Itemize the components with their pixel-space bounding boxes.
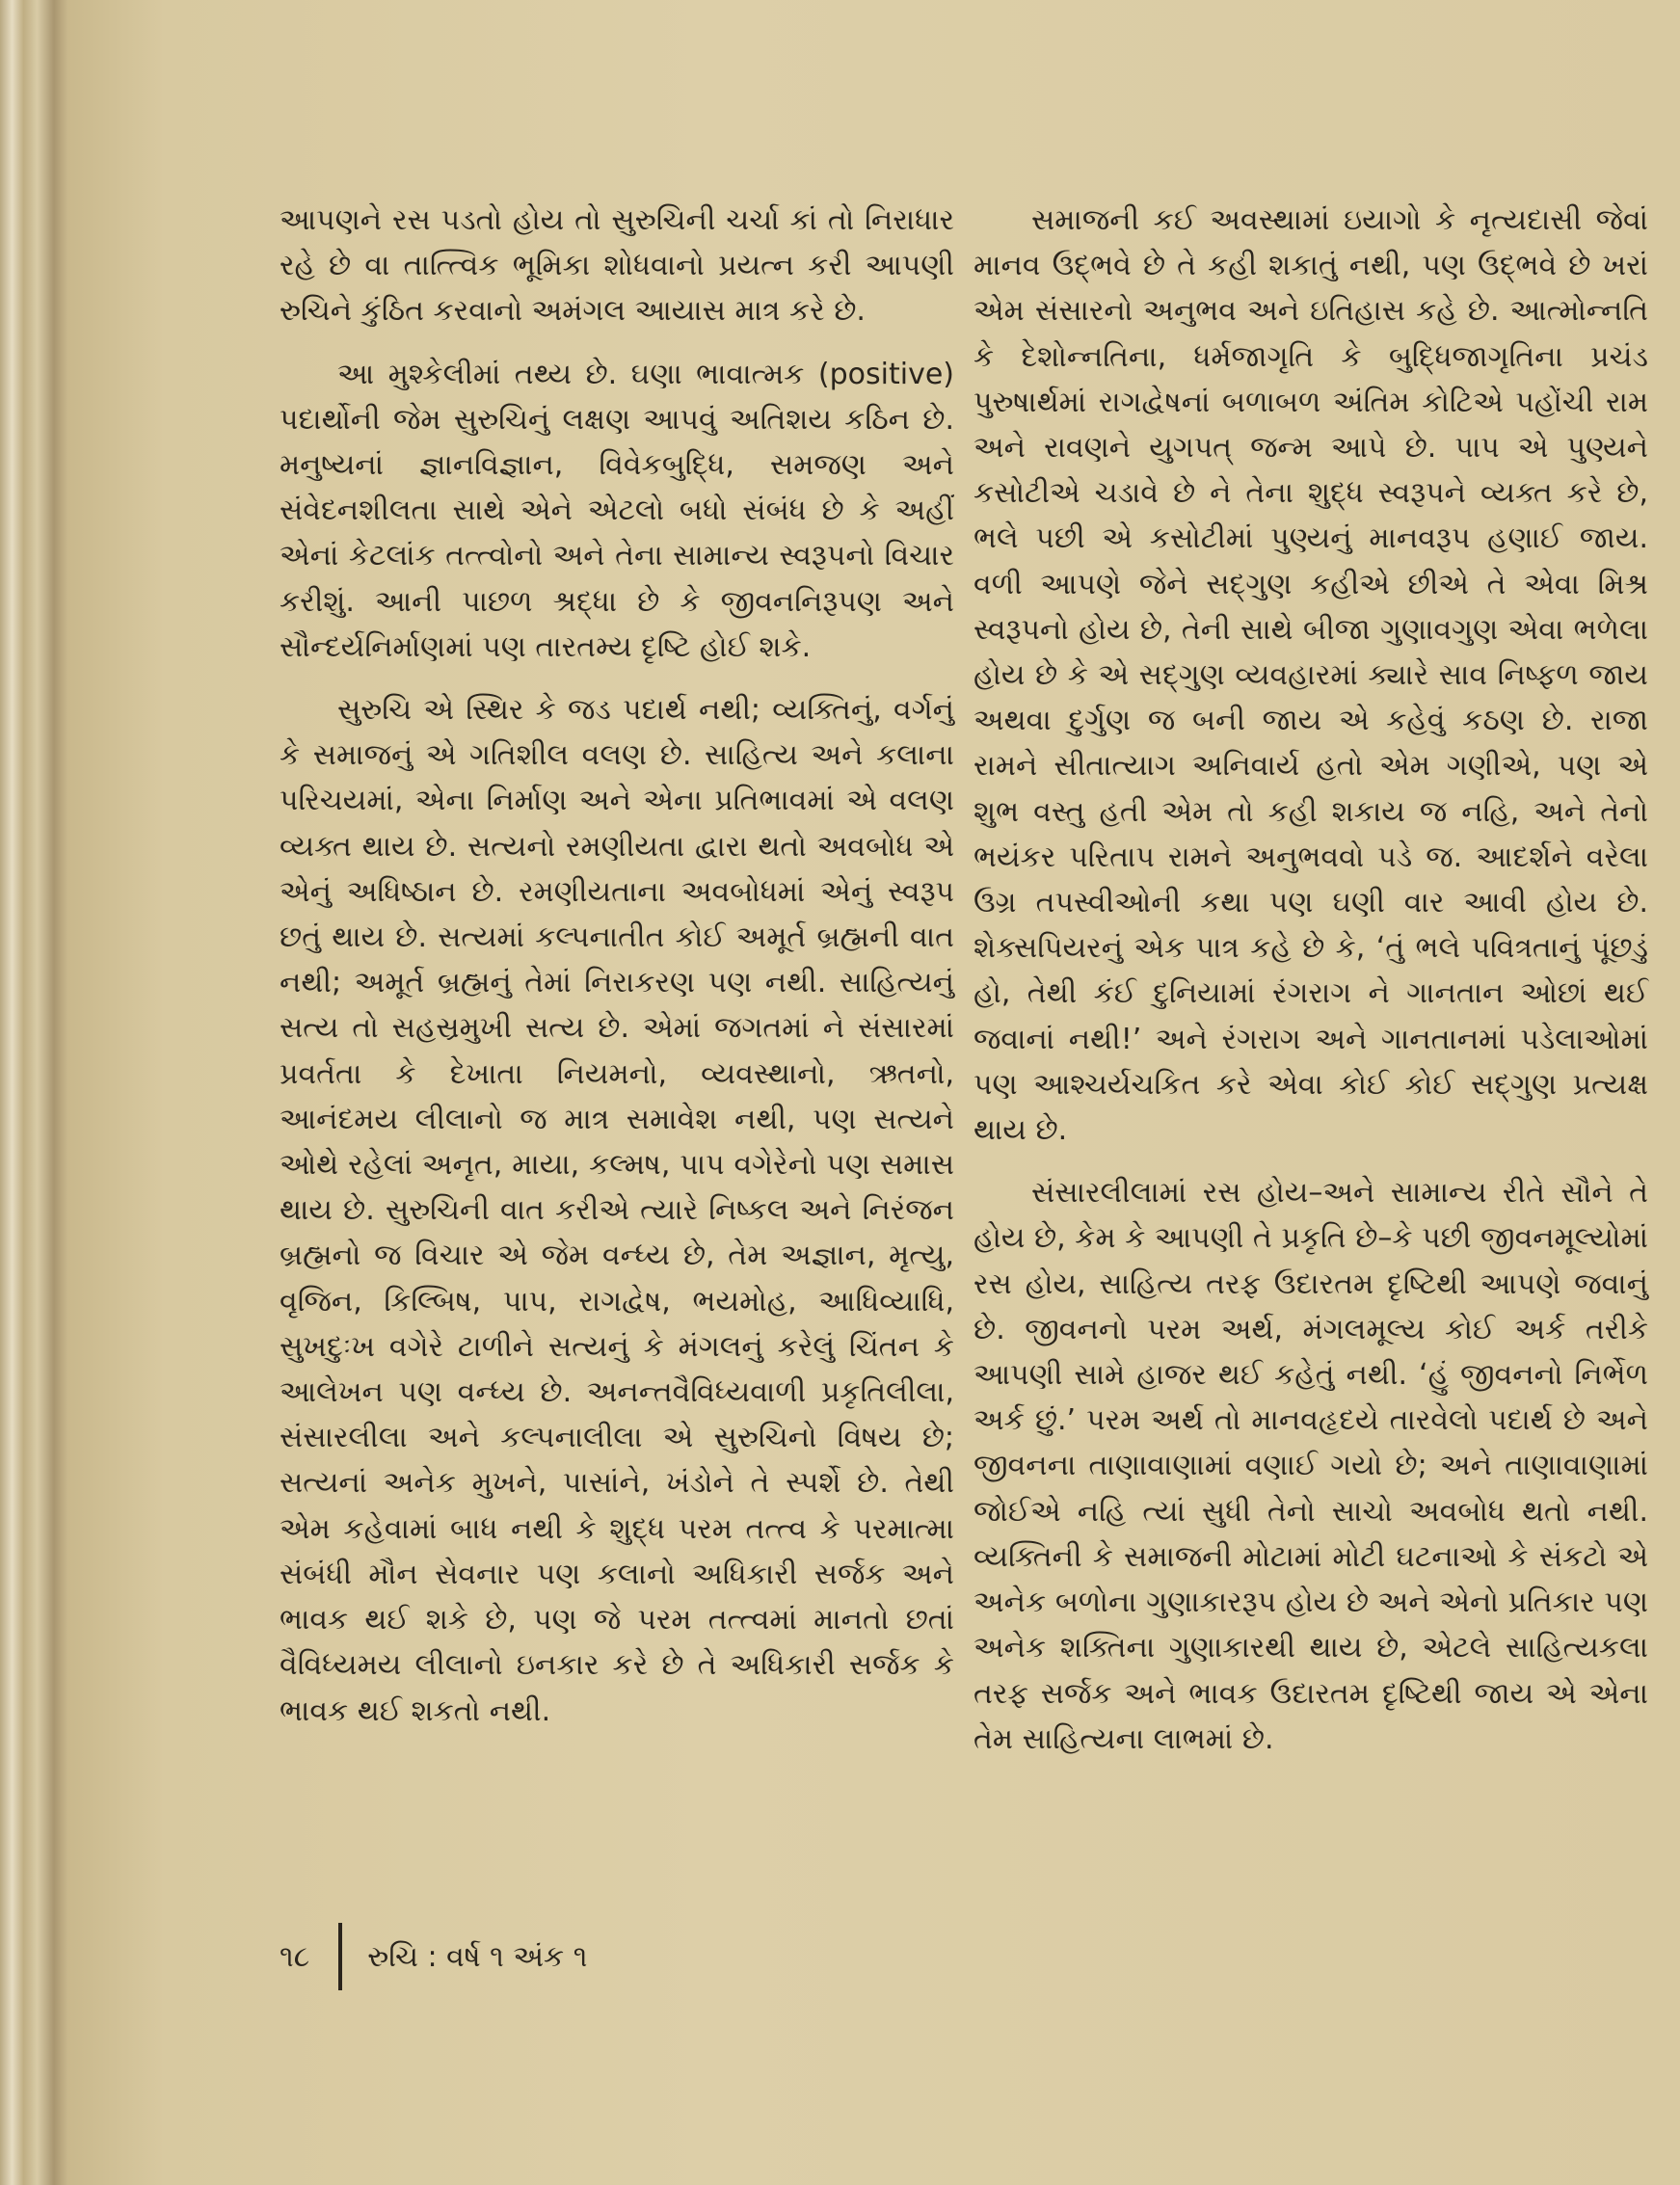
left-paragraph-1: આપણને રસ પડતો હોય તો સુરુચિની ચર્ચા કાં તો નિરાધાર રહે છે વા તાત્ત્વિક ભૂમિકા શોધવાનો પ્રયત્ન કરી આપણી રુચિને કુંઠિત કરવાનો અમંગલ આયાસ માત્ર કરે છે. — [280, 203, 954, 329]
book-edge — [0, 0, 67, 2185]
right-column — [973, 198, 1648, 1779]
right-paragraph-2: સંસારલીલામાં રસ હોય–અને સામાન્ય રીતે સૌને તે હોય છે, કેમ કે આપણી તે પ્રકૃતિ છે–કે પછી જીવનમૂલ્યોમાં રસ હોય, સાહિત્ય તરફ ઉદારતમ દૃષ્ટિથી આપણે જવાનું છે. જીવનનો પરમ અર્થ, મંગલમૂલ્ય કોઈ અર્ક તરીકે આપણી સામે હાજર થઈ કહેતું નથી. ‘હું જીવનનો નિર્ભેળ અર્ક છું.’ પરમ અર્થ તો માનવહૃદયે તારવેલો પદાર્થ છે અને જીવનના તાણાવાણામાં વણાઈ ગયો છે; અને તાણાવાણામાં જોઈએ નહિ ત્યાં સુધી તેનો સાચો અવબોધ થતો નથી. વ્યક્તિની કે સમાજની મોટામાં મોટી ઘટનાઓ કે સંકટો એ અનેક બળોના ગુણાકારરૂપ હોય છે અને એનો પ્રતિકાર પણ અનેક શક્તિના ગુણાકારથી થાય છે, એટલે સાહિત્યકલા તરફ સર્જક અને ભાવક ઉદારતમ દૃષ્ટિથી જાય એ એના તેમ સાહિત્યના લાભમાં છે. — [973, 1176, 1648, 1756]
right-paragraph-1: સમાજની કઈ અવસ્થામાં ઇયાગો કે નૃત્યદાસી જેવાં માનવ ઉદ્ભવે છે તે કહી શકાતું નથી, પણ ઉદ્ભવે છે ખરાં એમ સંસારનો અનુભવ અને ઇતિહાસ કહે છે. આત્મોન્નતિ કે દેશોન્નતિના, ધર્મજાગૃતિ કે બુદ્ધિજાગૃતિના પ્રચંડ પુરુષાર્થમાં રાગદ્વેષનાં બળાબળ અંતિમ કોટિએ પહોંચી રામ અને રાવણને યુગપત્ જન્મ આપે છે. પાપ એ પુણ્યને કસોટીએ ચડાવે છે ને તેના શુદ્ધ સ્વરૂપને વ્યક્ત કરે છે, ભલે પછી એ કસોટીમાં પુણ્યનું માનવરૂપ હણાઈ જાય. વળી આપણે જેને સદ્ગુણ કહીએ છીએ તે એવા મિશ્ર સ્વરૂપનો હોય છે, તેની સાથે બીજા ગુણાવગુણ એવા ભળેલા હોય છે કે એ સદ્ગુણ વ્યવહારમાં ક્યારે સાવ નિષ્ફળ જાય અથવા દુર્ગુણ જ બની જાય એ કહેવું કઠણ છે. રાજા રામને સીતાત્યાગ અનિવાર્ય હતો એમ ગણીએ, પણ એ શુભ વસ્તુ હતી એમ તો કહી શકાય જ નહિ, અને તેનો ભયંકર પરિતાપ રામને અનુભવવો પડે જ. આદર્શને વરેલા ઉગ્ર તપસ્વીઓની કથા પણ ઘણી વાર આવી હોય છે. શેક્સપિયરનું એક પાત્ર કહે છે કે, ‘તું ભલે પવિત્રતાનું પૂંછડું હો, તેથી કંઈ દુનિયામાં રંગરાગ ને ગાનતાન ઓછાં થઈ જવાનાં નથી!’ અને રંગરાગ અને ગાનતાનમાં પડેલાઓમાં પણ આશ્ચર્યચકિત કરે એવા કોઈ કોઈ સદ્ગુણ પ્રત્યક્ષ થાય છે. — [973, 203, 1648, 1148]
page-footer — [280, 1928, 587, 1985]
left-paragraph-2: આ મુશ્કેલીમાં તથ્ય છે. ઘણા ભાવાત્મક (positive) પદાર્થોની જેમ સુરુચિનું લક્ષણ આપવું અતિશય કઠિન છે. મનુષ્યનાં જ્ઞાનવિજ્ઞાન, વિવેકબુદ્ધિ, સમજણ અને સંવેદનશીલતા સાથે એને એટલો બધો સંબંધ છે કે અહીં એનાં કેટલાંક તત્ત્વોનો અને તેના સામાન્ય સ્વરૂપનો વિચાર કરીશું. આની પાછળ શ્રદ્ધા છે કે જીવનનિરૂપણ અને સૌન્દર્યનિર્માણમાં પણ તારતમ્ય દૃષ્ટિ હોઈ શકે. — [280, 357, 954, 664]
left-paragraph-3: સુરુચિ એ સ્થિર કે જડ પદાર્થ નથી; વ્યક્તિનું, વર્ગનું કે સમાજનું એ ગતિશીલ વલણ છે. સાહિત્ય અને કલાના પરિચયમાં, એના નિર્માણ અને એના પ્રતિભાવમાં એ વલણ વ્યક્ત થાય છે. સત્યનો રમણીયતા દ્વારા થતો અવબોધ એ એનું અધિષ્ઠાન છે. રમણીયતાના અવબોધમાં એનું સ્વરૂપ છતું થાય છે. સત્યમાં કલ્પનાતીત કોઈ અમૂર્ત બ્રહ્મની વાત નથી; અમૂર્ત બ્રહ્મનું તેમાં નિરાકરણ પણ નથી. સાહિત્યનું સત્ય તો સહસ્રમુખી સત્ય છે. એમાં જગતમાં ને સંસારમાં પ્રવર્તતા કે દેખાતા નિયમનો, વ્યવસ્થાનો, ઋતનો, આનંદમય લીલાનો જ માત્ર સમાવેશ નથી, પણ સત્યને ઓથે રહેલાં અનૃત, માયા, કલ્મષ, પાપ વગેરેનો પણ સમાસ થાય છે. સુરુચિની વાત કરીએ ત્યારે નિષ્કલ અને નિરંજન બ્રહ્મનો જ વિચાર એ જેમ વન્ધ્ય છે, તેમ અજ્ઞાન, મૃત્યુ, વૃજિન, કિલ્બિષ, પાપ, રાગદ્વેષ, ભયમોહ, આધિવ્યાધિ, સુખદુઃખ વગેરે ટાળીને સત્યનું કે મંગલનું કરેલું ચિંતન કે આલેખન પણ વન્ધ્ય છે. અનન્તવૈવિધ્યવાળી પ્રકૃતિલીલા, સંસારલીલા અને કલ્પનાલીલા એ સુરુચિનો વિષય છે; સત્યનાં અનેક મુખને, પાસાંને, ખંડોને તે સ્પર્શે છે. તેથી એમ કહેવામાં બાધ નથી કે શુદ્ધ પરમ તત્ત્વ કે પરમાત્મા સંબંધી મૌન સેવનાર પણ કલાનો અધિકારી સર્જક અને ભાવક થઈ શકે છે, પણ જે પરમ તત્ત્વમાં માનતો છતાં વૈવિધ્યમય લીલાનો ઇનકાર કરે છે તે અધિકારી સર્જક કે ભાવક થઈ શકતો નથી. — [280, 693, 954, 1728]
left-column — [280, 198, 954, 1751]
footer-divider — [338, 1923, 342, 1990]
journal-title: રુચિ : વર્ષ ૧ અંક ૧ — [367, 1939, 588, 1974]
page-number: ૧૮ — [280, 1939, 310, 1974]
